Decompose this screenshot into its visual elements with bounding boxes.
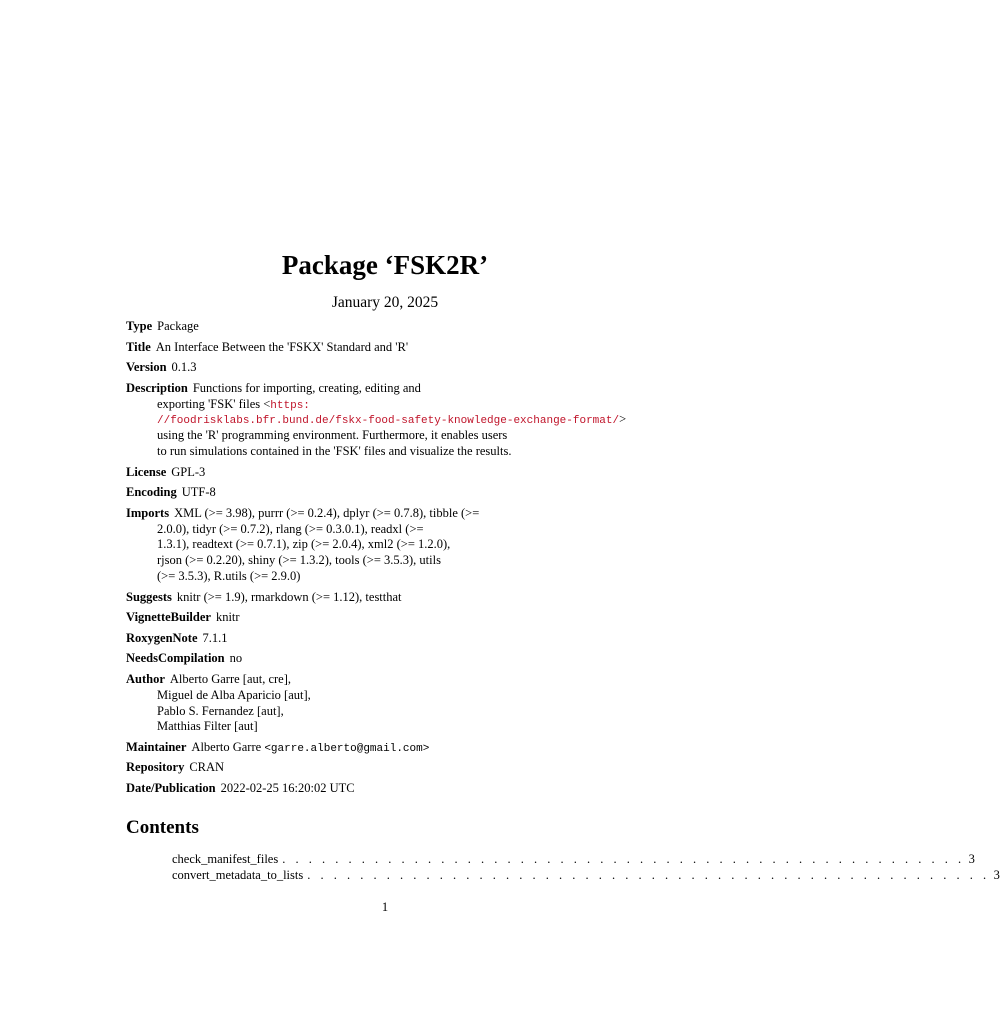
field-value: Miguel de Alba Aparicio [aut], — [157, 687, 311, 702]
field-description — [126, 381, 646, 460]
field-value: using the 'R' programming environment. Furthermore, it enables users — [157, 428, 508, 443]
field-key: Description — [126, 380, 188, 395]
field-value: Alberto Garre [aut, cre], — [169, 671, 292, 686]
field-key: RoxygenNote — [126, 630, 198, 645]
fskx-format-link[interactable]: https: — [270, 399, 310, 412]
field-key: VignetteBuilder — [126, 610, 211, 625]
field-date-publication — [126, 781, 646, 797]
field-type — [126, 319, 646, 335]
field-value: exporting 'FSK' files < — [157, 396, 271, 411]
toc-leader-dots: . . . . . . . . . . . . . . . . . . . . . . . . . . . . . . . . . . . . . . . . . . . . . . . . . . . . — [282, 852, 965, 866]
field-value: CRAN — [189, 760, 225, 775]
contents-heading: Contents — [126, 817, 199, 838]
field-value: XML (>= 3.98), purrr (>= 0.2.4), dplyr (>= 0.7.8), tibble (>= — [174, 505, 480, 520]
field-key: Title — [126, 339, 151, 354]
fskx-format-link-continued[interactable]: //foodrisklabs.bfr.bund.de/fskx-food-safety-knowledge-exchange-format/ — [157, 415, 620, 428]
field-value: 7.1.1 — [202, 630, 228, 645]
field-value: Pablo S. Fernandez [aut], — [157, 703, 284, 718]
field-version — [126, 360, 646, 376]
toc-entry-page: 3 — [993, 868, 1000, 883]
description-fields — [126, 319, 646, 802]
field-license — [126, 465, 646, 481]
field-needscompilation — [126, 651, 646, 667]
field-key: License — [126, 464, 167, 479]
toc-entry-name: check_manifest_files — [172, 852, 279, 866]
field-value: Alberto Garre — [191, 739, 262, 754]
field-key: Suggests — [126, 589, 172, 604]
field-value: 2.0.0), tidyr (>= 0.7.2), rlang (>= 0.3.0.1), readxl (>= — [157, 521, 424, 536]
field-value: 1.3.1), readtext (>= 0.7.1), zip (>= 2.0.4), xml2 (>= 1.2.0), — [157, 537, 451, 552]
field-value: 2022-02-25 16:20:02 UTC — [220, 781, 355, 796]
toc-entry-page: 3 — [968, 852, 975, 866]
field-maintainer — [126, 740, 646, 756]
field-suggests — [126, 590, 646, 606]
field-title — [126, 340, 646, 356]
page-date: January 20, 2025 — [331, 294, 439, 311]
field-key: NeedsCompilation — [126, 651, 225, 666]
field-value: to run simulations contained in the 'FSK' files and visualize the results. — [157, 443, 512, 458]
field-key: Type — [126, 319, 153, 333]
field-value: Matthias Filter [aut] — [157, 719, 258, 734]
field-author — [126, 672, 646, 735]
field-value: knitr — [215, 610, 240, 625]
field-encoding — [126, 485, 646, 501]
field-value: (>= 3.5.3), R.utils (>= 2.9.0) — [157, 568, 301, 583]
field-key: Encoding — [126, 485, 177, 500]
field-vignettebuilder — [126, 610, 646, 626]
page-title: Package ‘FSK2R’ — [281, 250, 489, 280]
toc-leader-dots: . . . . . . . . . . . . . . . . . . . . . . . . . . . . . . . . . . . . . . . . . . . . . . . . . . . . — [307, 868, 990, 883]
field-value: Functions for importing, creating, editing and — [192, 380, 421, 395]
field-value: knitr (>= 1.9), rmarkdown (>= 1.12), testthat — [176, 589, 402, 604]
field-value: > — [619, 412, 627, 427]
field-key: Maintainer — [126, 739, 187, 754]
field-repository — [126, 760, 646, 776]
toc-entry[interactable] — [172, 867, 1000, 883]
maintainer-email: <garre.alberto@gmail.com> — [264, 742, 430, 755]
page-number: 1 — [381, 900, 389, 914]
field-value: An Interface Between the 'FSKX' Standard and 'R' — [155, 339, 409, 354]
field-value: UTF-8 — [181, 485, 216, 500]
field-key: Imports — [126, 505, 170, 520]
field-value: Package — [157, 319, 199, 333]
toc-entry[interactable] — [172, 851, 975, 867]
toc-entry-name: convert_metadata_to_lists — [172, 868, 304, 883]
field-imports — [126, 506, 646, 585]
field-key: Version — [126, 360, 167, 375]
field-key: Date/Publication — [126, 781, 216, 796]
field-value: rjson (>= 0.2.20), shiny (>= 1.3.2), tools (>= 3.5.3), utils — [157, 553, 441, 568]
field-value: GPL-3 — [171, 464, 206, 479]
field-value: no — [229, 651, 243, 666]
field-roxygennote — [126, 631, 646, 647]
field-value: 0.1.3 — [171, 360, 197, 375]
field-key: Author — [126, 671, 165, 686]
table-of-contents — [172, 851, 1000, 883]
field-key: Repository — [126, 760, 185, 775]
